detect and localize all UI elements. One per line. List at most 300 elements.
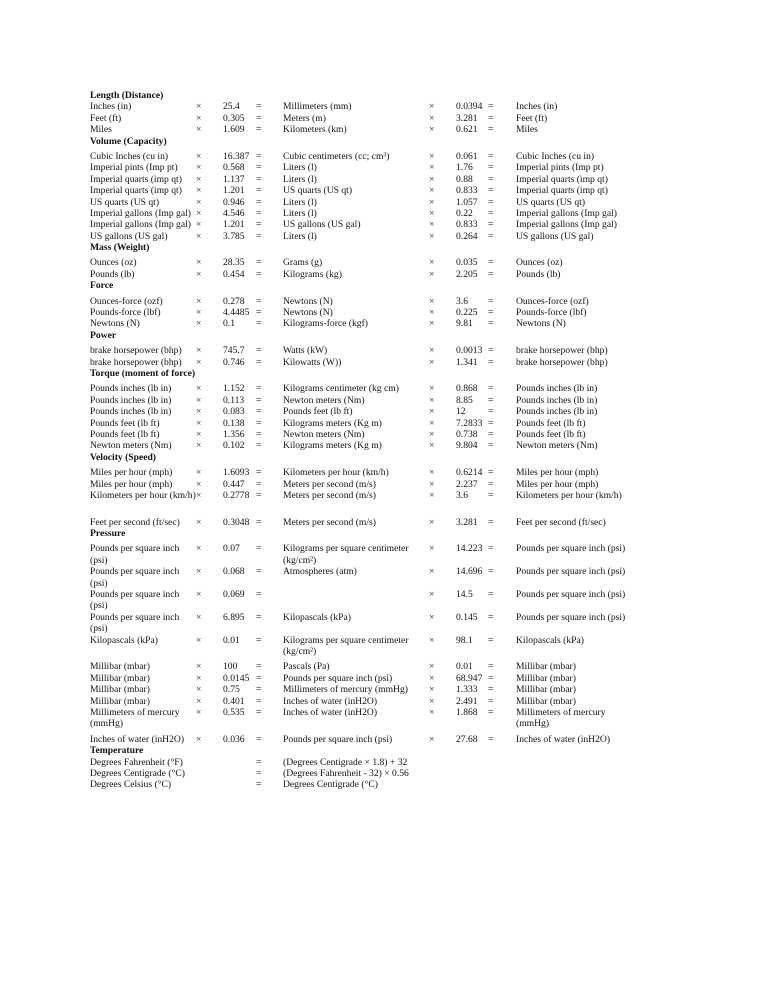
factor: 0.068 bbox=[223, 566, 245, 578]
equals-sign: = bbox=[256, 417, 262, 429]
to-unit: Kilograms meters (Kg m) bbox=[283, 417, 382, 429]
conversion-row bbox=[90, 219, 730, 230]
to-unit: Liters (l) bbox=[283, 162, 317, 174]
reverse-factor: 0.225 bbox=[456, 307, 478, 319]
to-unit: Kilograms per square centimeter (kg/cm²) bbox=[283, 543, 409, 566]
result-unit: Pounds inches (lb in) bbox=[516, 394, 598, 406]
conversion-row bbox=[90, 395, 730, 406]
reverse-factor: 8.85 bbox=[456, 394, 473, 406]
multiply-sign: × bbox=[196, 634, 202, 646]
multiply-sign: × bbox=[196, 219, 202, 231]
conversion-row bbox=[90, 307, 730, 318]
from-unit: Pounds per square inch (psi) bbox=[90, 589, 180, 612]
reverse-equals-sign: = bbox=[488, 661, 494, 673]
reverse-equals-sign: = bbox=[488, 185, 494, 197]
factor: 0.1 bbox=[223, 318, 235, 330]
multiply-sign: × bbox=[196, 394, 202, 406]
from-unit: brake horsepower (bhp) bbox=[90, 345, 182, 357]
conversion-row bbox=[90, 208, 730, 219]
reverse-equals-sign: = bbox=[488, 219, 494, 231]
reverse-equals-sign: = bbox=[488, 634, 494, 646]
factor: 0.454 bbox=[223, 268, 245, 280]
section-title: Force bbox=[90, 280, 114, 292]
equals-sign: = bbox=[256, 566, 262, 578]
result-unit: brake horsepower (bhp) bbox=[516, 345, 608, 357]
reverse-factor: 14.5 bbox=[456, 589, 473, 601]
result-unit: Miles per hour (mph) bbox=[516, 478, 599, 490]
multiply-sign: × bbox=[196, 185, 202, 197]
reverse-equals-sign: = bbox=[488, 489, 494, 501]
reverse-factor: 14.223 bbox=[456, 543, 483, 555]
from-unit: Pounds feet (lb ft) bbox=[90, 417, 160, 429]
reverse-equals-sign: = bbox=[488, 307, 494, 319]
factor: 0.568 bbox=[223, 162, 245, 174]
reverse-multiply-sign: × bbox=[429, 196, 435, 208]
from-unit: Imperial quarts (imp qt) bbox=[90, 185, 182, 197]
multiply-sign: × bbox=[196, 295, 202, 307]
result-unit: Pounds inches (lb in) bbox=[516, 406, 598, 418]
to-unit: Inches of water (inH2O) bbox=[283, 707, 378, 719]
equals-sign: = bbox=[256, 112, 262, 124]
reverse-factor: 0.061 bbox=[456, 150, 478, 162]
multiply-sign: × bbox=[196, 516, 202, 528]
reverse-equals-sign: = bbox=[488, 566, 494, 578]
conversion-row bbox=[90, 197, 730, 208]
result-unit: Pounds per square inch (psi) bbox=[516, 543, 626, 555]
reverse-factor: 12 bbox=[456, 406, 466, 418]
from-unit: Kilopascals (kPa) bbox=[90, 634, 158, 646]
factor: 6.895 bbox=[223, 611, 245, 623]
reverse-multiply-sign: × bbox=[429, 417, 435, 429]
from-unit: Cubic Inches (cu in) bbox=[90, 150, 169, 162]
conversion-row bbox=[90, 162, 730, 173]
reverse-multiply-sign: × bbox=[429, 383, 435, 395]
conversion-row bbox=[90, 517, 730, 528]
reverse-multiply-sign: × bbox=[429, 112, 435, 124]
reverse-multiply-sign: × bbox=[429, 394, 435, 406]
reverse-factor: 2.205 bbox=[456, 268, 478, 280]
multiply-sign: × bbox=[196, 207, 202, 219]
equals-sign: = bbox=[256, 756, 262, 768]
to-unit: Kilopascals (kPa) bbox=[283, 611, 351, 623]
conversion-row bbox=[90, 440, 730, 451]
factor: 0.113 bbox=[223, 394, 245, 406]
to-unit: Kilograms meters (Kg m) bbox=[283, 440, 382, 452]
multiply-sign: × bbox=[196, 566, 202, 578]
conversion-row bbox=[90, 779, 730, 790]
factor: 0.746 bbox=[223, 356, 245, 368]
to-unit: Kilometers per hour (km/h) bbox=[283, 467, 389, 479]
reverse-multiply-sign: × bbox=[429, 428, 435, 440]
reverse-equals-sign: = bbox=[488, 101, 494, 113]
reverse-equals-sign: = bbox=[488, 207, 494, 219]
from-unit: Millibar (mbar) bbox=[90, 672, 150, 684]
reverse-equals-sign: = bbox=[488, 733, 494, 745]
to-unit: Kilograms centimeter (kg cm) bbox=[283, 383, 399, 395]
conversion-row bbox=[90, 113, 730, 124]
result-unit: Feet (ft) bbox=[516, 112, 548, 124]
from-unit: Pounds per square inch (psi) bbox=[90, 611, 180, 635]
result-unit: Millibar (mbar) bbox=[516, 684, 576, 696]
reverse-multiply-sign: × bbox=[429, 295, 435, 307]
from-unit: Imperial gallons (Imp gal) bbox=[90, 219, 191, 231]
conversion-row bbox=[90, 318, 730, 329]
reverse-multiply-sign: × bbox=[429, 356, 435, 368]
reverse-equals-sign: = bbox=[488, 268, 494, 280]
equals-sign: = bbox=[256, 661, 262, 673]
to-unit: Kilograms (kg) bbox=[283, 268, 342, 280]
factor: 1.201 bbox=[223, 219, 245, 231]
equals-sign: = bbox=[256, 394, 262, 406]
multiply-sign: × bbox=[196, 196, 202, 208]
reverse-equals-sign: = bbox=[488, 345, 494, 357]
multiply-sign: × bbox=[196, 428, 202, 440]
factor: 0.0145 bbox=[223, 672, 250, 684]
factor: 0.946 bbox=[223, 196, 245, 208]
reverse-equals-sign: = bbox=[488, 383, 494, 395]
conversion-row bbox=[90, 490, 730, 513]
result-unit: Imperial gallons (Imp gal) bbox=[516, 219, 617, 231]
multiply-sign: × bbox=[196, 124, 202, 136]
reverse-factor: 98.1 bbox=[456, 634, 473, 646]
result-unit: Miles bbox=[516, 124, 538, 136]
from-unit: Pounds (lb) bbox=[90, 268, 135, 280]
result-unit: Imperial gallons (Imp gal) bbox=[516, 207, 617, 219]
to-unit: (Degrees Centigrade × 1.8) + 32 bbox=[283, 756, 408, 768]
to-unit: Millimeters (mm) bbox=[283, 101, 352, 113]
section-title: Power bbox=[90, 329, 117, 341]
reverse-factor: 3.6 bbox=[456, 295, 468, 307]
equals-sign: = bbox=[256, 767, 262, 779]
multiply-sign: × bbox=[196, 345, 202, 357]
factor: 0.447 bbox=[223, 478, 245, 490]
from-unit: Millibar (mbar) bbox=[90, 661, 150, 673]
reverse-equals-sign: = bbox=[488, 440, 494, 452]
equals-sign: = bbox=[256, 307, 262, 319]
result-unit: Imperial quarts (imp qt) bbox=[516, 185, 608, 197]
equals-sign: = bbox=[256, 383, 262, 395]
section-title: Length (Distance) bbox=[90, 90, 164, 101]
equals-sign: = bbox=[256, 219, 262, 231]
to-unit: Liters (l) bbox=[283, 173, 317, 185]
from-unit: Miles per hour (mph) bbox=[90, 467, 173, 479]
equals-sign: = bbox=[256, 428, 262, 440]
multiply-sign: × bbox=[196, 707, 202, 719]
conversion-row bbox=[90, 661, 730, 672]
equals-sign: = bbox=[256, 162, 262, 174]
equals-sign: = bbox=[256, 543, 262, 555]
reverse-equals-sign: = bbox=[488, 394, 494, 406]
multiply-sign: × bbox=[196, 383, 202, 395]
factor: 0.2778 bbox=[223, 489, 250, 501]
to-unit: Grams (g) bbox=[283, 257, 323, 269]
conversion-row bbox=[90, 696, 730, 707]
reverse-multiply-sign: × bbox=[429, 185, 435, 197]
from-unit: Kilometers per hour (km/h) bbox=[90, 489, 196, 501]
conversion-row bbox=[90, 612, 730, 635]
result-unit: Pounds feet (lb ft) bbox=[516, 428, 586, 440]
equals-sign: = bbox=[256, 185, 262, 197]
from-unit: Pounds inches (lb in) bbox=[90, 383, 172, 395]
reverse-factor: 1.333 bbox=[456, 684, 478, 696]
reverse-factor: 0.833 bbox=[456, 219, 478, 231]
reverse-factor: 3.281 bbox=[456, 112, 478, 124]
reverse-equals-sign: = bbox=[488, 162, 494, 174]
reverse-factor: 0.0013 bbox=[456, 345, 483, 357]
reverse-equals-sign: = bbox=[488, 543, 494, 555]
conversion-document bbox=[90, 90, 730, 791]
reverse-factor: 0.6214 bbox=[456, 467, 483, 479]
multiply-sign: × bbox=[196, 489, 202, 501]
conversion-row bbox=[90, 543, 730, 566]
section-title: Volume (Capacity) bbox=[90, 135, 167, 147]
conversion-row bbox=[90, 357, 730, 368]
reverse-factor: 0.22 bbox=[456, 207, 473, 219]
result-unit: Kilometers per hour (km/h) bbox=[516, 489, 622, 501]
equals-sign: = bbox=[256, 124, 262, 136]
factor: 0.305 bbox=[223, 112, 245, 124]
multiply-sign: × bbox=[196, 440, 202, 452]
to-unit: Atmospheres (atm) bbox=[283, 566, 357, 578]
equals-sign: = bbox=[256, 318, 262, 330]
factor: 0.069 bbox=[223, 589, 245, 601]
reverse-factor: 0.01 bbox=[456, 661, 473, 673]
to-unit: Kilograms per square centimeter (kg/cm²) bbox=[283, 634, 409, 657]
reverse-factor: 2.237 bbox=[456, 478, 478, 490]
reverse-factor: 9.81 bbox=[456, 318, 473, 330]
equals-sign: = bbox=[256, 268, 262, 280]
to-unit: Liters (l) bbox=[283, 230, 317, 242]
from-unit: Pounds per square inch (psi) bbox=[90, 566, 180, 589]
to-unit: Meters per second (m/s) bbox=[283, 478, 376, 490]
conversion-row bbox=[90, 345, 730, 356]
section-title: Temperature bbox=[90, 745, 144, 757]
reverse-factor: 0.833 bbox=[456, 185, 478, 197]
conversion-row bbox=[90, 174, 730, 185]
equals-sign: = bbox=[256, 440, 262, 452]
conversion-row bbox=[90, 635, 730, 658]
reverse-equals-sign: = bbox=[488, 478, 494, 490]
conversion-row bbox=[90, 757, 730, 768]
reverse-factor: 0.035 bbox=[456, 257, 478, 269]
from-unit: Ounces (oz) bbox=[90, 257, 137, 269]
from-unit: Imperial quarts (imp qt) bbox=[90, 173, 182, 185]
reverse-multiply-sign: × bbox=[429, 733, 435, 745]
reverse-multiply-sign: × bbox=[429, 173, 435, 185]
reverse-multiply-sign: × bbox=[429, 219, 435, 231]
result-unit: Pounds feet (lb ft) bbox=[516, 417, 586, 429]
equals-sign: = bbox=[256, 478, 262, 490]
reverse-multiply-sign: × bbox=[429, 318, 435, 330]
reverse-multiply-sign: × bbox=[429, 684, 435, 696]
reverse-equals-sign: = bbox=[488, 318, 494, 330]
reverse-multiply-sign: × bbox=[429, 124, 435, 136]
reverse-factor: 0.0394 bbox=[456, 101, 483, 113]
reverse-multiply-sign: × bbox=[429, 516, 435, 528]
equals-sign: = bbox=[256, 230, 262, 242]
factor: 0.278 bbox=[223, 295, 245, 307]
result-unit: Inches (in) bbox=[516, 101, 558, 113]
equals-sign: = bbox=[256, 207, 262, 219]
to-unit: Watts (kW) bbox=[283, 345, 328, 357]
result-unit: Newtons (N) bbox=[516, 318, 566, 330]
reverse-equals-sign: = bbox=[488, 124, 494, 136]
result-unit: Inches of water (inH2O) bbox=[516, 733, 611, 745]
equals-sign: = bbox=[256, 196, 262, 208]
reverse-factor: 0.738 bbox=[456, 428, 478, 440]
factor: 1.201 bbox=[223, 185, 245, 197]
reverse-multiply-sign: × bbox=[429, 707, 435, 719]
result-unit: Millibar (mbar) bbox=[516, 661, 576, 673]
from-unit: Miles per hour (mph) bbox=[90, 478, 173, 490]
multiply-sign: × bbox=[196, 307, 202, 319]
factor: 1.356 bbox=[223, 428, 245, 440]
result-unit: US quarts (US qt) bbox=[516, 196, 586, 208]
equals-sign: = bbox=[256, 672, 262, 684]
equals-sign: = bbox=[256, 489, 262, 501]
reverse-multiply-sign: × bbox=[429, 566, 435, 578]
factor: 4.546 bbox=[223, 207, 245, 219]
conversion-row bbox=[90, 383, 730, 394]
from-unit: US gallons (US gal) bbox=[90, 230, 168, 242]
factor: 0.036 bbox=[223, 733, 245, 745]
section-title: Pressure bbox=[90, 528, 126, 540]
equals-sign: = bbox=[256, 150, 262, 162]
multiply-sign: × bbox=[196, 173, 202, 185]
from-unit: Imperial pints (Imp pt) bbox=[90, 162, 178, 174]
result-unit: Pounds inches (lb in) bbox=[516, 383, 598, 395]
reverse-multiply-sign: × bbox=[429, 661, 435, 673]
reverse-multiply-sign: × bbox=[429, 489, 435, 501]
to-unit: Pounds feet (lb ft) bbox=[283, 406, 353, 418]
multiply-sign: × bbox=[196, 101, 202, 113]
equals-sign: = bbox=[256, 707, 262, 719]
reverse-factor: 1.76 bbox=[456, 162, 473, 174]
reverse-multiply-sign: × bbox=[429, 634, 435, 646]
reverse-equals-sign: = bbox=[488, 672, 494, 684]
equals-sign: = bbox=[256, 173, 262, 185]
to-unit: Liters (l) bbox=[283, 196, 317, 208]
factor: 4.4485 bbox=[223, 307, 250, 319]
conversion-row bbox=[90, 406, 730, 417]
reverse-equals-sign: = bbox=[488, 196, 494, 208]
reverse-equals-sign: = bbox=[488, 112, 494, 124]
reverse-factor: 0.145 bbox=[456, 611, 478, 623]
factor: 1.6093 bbox=[223, 467, 250, 479]
to-unit: Inches of water (inH2O) bbox=[283, 695, 378, 707]
reverse-factor: 0.88 bbox=[456, 173, 473, 185]
to-unit: (Degrees Fahrenheit - 32) × 0.56 bbox=[283, 767, 409, 779]
reverse-factor: 14.696 bbox=[456, 566, 483, 578]
reverse-equals-sign: = bbox=[488, 230, 494, 242]
equals-sign: = bbox=[256, 356, 262, 368]
multiply-sign: × bbox=[196, 268, 202, 280]
multiply-sign: × bbox=[196, 356, 202, 368]
reverse-multiply-sign: × bbox=[429, 345, 435, 357]
to-unit: Newton meters (Nm) bbox=[283, 428, 365, 440]
result-unit: Pounds (lb) bbox=[516, 268, 561, 280]
conversion-row bbox=[90, 566, 730, 589]
reverse-equals-sign: = bbox=[488, 707, 494, 719]
multiply-sign: × bbox=[196, 478, 202, 490]
result-unit: Ounces (oz) bbox=[516, 257, 563, 269]
to-unit: Pascals (Pa) bbox=[283, 661, 330, 673]
reverse-factor: 1.341 bbox=[456, 356, 478, 368]
reverse-equals-sign: = bbox=[488, 516, 494, 528]
from-unit: Millibar (mbar) bbox=[90, 695, 150, 707]
from-unit: Miles bbox=[90, 124, 112, 136]
multiply-sign: × bbox=[196, 150, 202, 162]
conversion-row bbox=[90, 768, 730, 779]
to-unit: Newton meters (Nm) bbox=[283, 394, 365, 406]
to-unit: Kilometers (km) bbox=[283, 124, 347, 136]
conversion-row bbox=[90, 269, 730, 280]
from-unit: Millibar (mbar) bbox=[90, 684, 150, 696]
result-unit: Ounces-force (ozf) bbox=[516, 295, 589, 307]
factor: 1.609 bbox=[223, 124, 245, 136]
multiply-sign: × bbox=[196, 672, 202, 684]
to-unit: Degrees Centigrade (°C) bbox=[283, 779, 378, 791]
reverse-multiply-sign: × bbox=[429, 207, 435, 219]
conversion-row bbox=[90, 479, 730, 490]
reverse-equals-sign: = bbox=[488, 295, 494, 307]
reverse-multiply-sign: × bbox=[429, 101, 435, 113]
reverse-multiply-sign: × bbox=[429, 543, 435, 555]
reverse-equals-sign: = bbox=[488, 406, 494, 418]
result-unit: Pounds per square inch (psi) bbox=[516, 566, 626, 578]
multiply-sign: × bbox=[196, 611, 202, 623]
to-unit: Meters per second (m/s) bbox=[283, 516, 376, 528]
reverse-factor: 0.868 bbox=[456, 383, 478, 395]
to-unit: Pounds per square inch (psi) bbox=[283, 733, 393, 745]
to-unit: Millimeters of mercury (mmHg) bbox=[283, 684, 408, 696]
result-unit: Cubic Inches (cu in) bbox=[516, 150, 595, 162]
equals-sign: = bbox=[256, 695, 262, 707]
conversion-row bbox=[90, 296, 730, 307]
from-unit: Millimeters of mercury (mmHg) bbox=[90, 707, 180, 730]
reverse-factor: 0.264 bbox=[456, 230, 478, 242]
equals-sign: = bbox=[256, 634, 262, 646]
result-unit: Pounds-force (lbf) bbox=[516, 307, 587, 319]
to-unit: Newtons (N) bbox=[283, 295, 333, 307]
to-unit: Pounds per square inch (psi) bbox=[283, 672, 393, 684]
factor: 0.01 bbox=[223, 634, 240, 646]
reverse-factor: 27.68 bbox=[456, 733, 478, 745]
section-title: Mass (Weight) bbox=[90, 242, 150, 254]
result-unit: Newton meters (Nm) bbox=[516, 440, 598, 452]
factor: 28.35 bbox=[223, 257, 245, 269]
equals-sign: = bbox=[256, 406, 262, 418]
factor: 745.7 bbox=[223, 345, 245, 357]
reverse-factor: 68.947 bbox=[456, 672, 483, 684]
reverse-equals-sign: = bbox=[488, 356, 494, 368]
reverse-equals-sign: = bbox=[488, 257, 494, 269]
reverse-equals-sign: = bbox=[488, 173, 494, 185]
reverse-multiply-sign: × bbox=[429, 307, 435, 319]
factor: 0.083 bbox=[223, 406, 245, 418]
reverse-multiply-sign: × bbox=[429, 257, 435, 269]
reverse-multiply-sign: × bbox=[429, 672, 435, 684]
from-unit: Pounds per square inch (psi) bbox=[90, 543, 180, 566]
from-unit: Pounds feet (lb ft) bbox=[90, 428, 160, 440]
result-unit: Imperial quarts (imp qt) bbox=[516, 173, 608, 185]
to-unit: Kilowatts (W)) bbox=[283, 356, 342, 368]
reverse-multiply-sign: × bbox=[429, 695, 435, 707]
from-unit: Feet per second (ft/sec) bbox=[90, 516, 180, 528]
conversion-row bbox=[90, 589, 730, 612]
reverse-multiply-sign: × bbox=[429, 589, 435, 601]
reverse-equals-sign: = bbox=[488, 428, 494, 440]
